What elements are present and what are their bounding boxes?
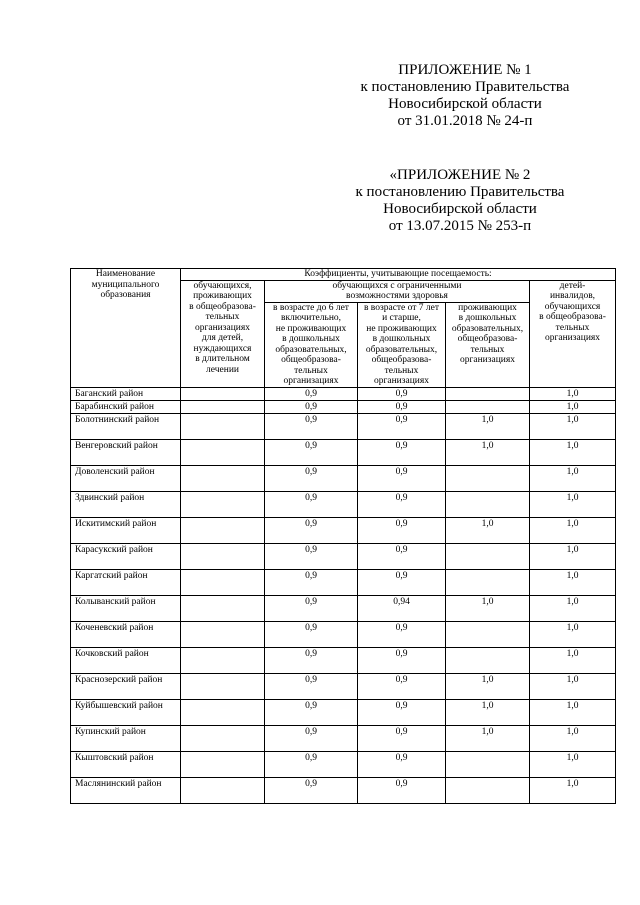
cell-under6: 0,9 (265, 387, 358, 400)
table-row (71, 543, 616, 569)
cell-living: 1,0 (446, 673, 530, 699)
header-long-term-treatment: обучающихся, проживающих в общеобразова- тельных организациях для детей, нуждающихся в длительном лечении (181, 280, 265, 387)
municipality-name: Каргатский район (71, 569, 181, 595)
appendix-2-title: «ПРИЛОЖЕНИЕ № 2 (389, 167, 531, 183)
municipality-name: Маслянинский район (71, 777, 181, 803)
cell-disabled: 1,0 (530, 595, 616, 621)
cell-under6: 0,9 (265, 777, 358, 803)
header-municipality: Наименование муниципального образования (71, 269, 181, 388)
cell-over7: 0,9 (358, 387, 446, 400)
cell-living (446, 777, 530, 803)
cell-disabled: 1,0 (530, 777, 616, 803)
table-row (71, 491, 616, 517)
municipality-name: Барабинский район (71, 400, 181, 413)
cell-disabled: 1,0 (530, 413, 616, 439)
appendix-2-line: Новосибирской области (383, 201, 537, 217)
table-row (71, 400, 616, 413)
municipality-name: Куйбышевский район (71, 699, 181, 725)
appendix-2-date: от 13.07.2015 № 253-п (388, 218, 532, 234)
municipality-name: Болотнинский район (71, 413, 181, 439)
cell-over7: 0,9 (358, 543, 446, 569)
table-row (71, 673, 616, 699)
cell-under6: 0,9 (265, 673, 358, 699)
cell-home (181, 413, 265, 439)
cell-over7: 0,9 (358, 517, 446, 543)
appendix-1-date: от 31.01.2018 № 24-п (397, 113, 533, 129)
cell-under6: 0,9 (265, 595, 358, 621)
header-over-7: в возрасте от 7 лет и старше, не проживающих в дошкольных образовательных, общеобразова- тельных организациях (358, 302, 446, 387)
cell-home (181, 543, 265, 569)
cell-over7: 0,9 (358, 439, 446, 465)
municipality-name: Кочковский район (71, 647, 181, 673)
cell-home (181, 465, 265, 491)
table-row (71, 569, 616, 595)
cell-disabled: 1,0 (530, 517, 616, 543)
cell-under6: 0,9 (265, 400, 358, 413)
cell-disabled: 1,0 (530, 569, 616, 595)
cell-living (446, 465, 530, 491)
appendix-1-header (350, 62, 580, 130)
cell-over7: 0,9 (358, 413, 446, 439)
table-row (71, 751, 616, 777)
cell-home (181, 491, 265, 517)
municipality-name: Доволенский район (71, 465, 181, 491)
cell-home (181, 647, 265, 673)
cell-living (446, 400, 530, 413)
cell-under6: 0,9 (265, 699, 358, 725)
cell-over7: 0,9 (358, 400, 446, 413)
cell-over7: 0,9 (358, 647, 446, 673)
cell-disabled: 1,0 (530, 621, 616, 647)
cell-living: 1,0 (446, 595, 530, 621)
cell-living: 1,0 (446, 699, 530, 725)
cell-over7: 0,9 (358, 777, 446, 803)
cell-home (181, 699, 265, 725)
cell-living: 1,0 (446, 413, 530, 439)
cell-living: 1,0 (446, 517, 530, 543)
header-disabled-children: детей- инвалидов, обучающихся в общеобразова- тельных организациях (530, 280, 616, 387)
municipality-name: Купинский район (71, 725, 181, 751)
header-living: проживающих в дошкольных образовательных, общеобразова- тельных организациях (446, 302, 530, 387)
cell-living: 1,0 (446, 725, 530, 751)
cell-home (181, 751, 265, 777)
cell-home (181, 595, 265, 621)
municipality-name: Карасукский район (71, 543, 181, 569)
appendix-2-header (340, 167, 580, 235)
table-row (71, 647, 616, 673)
cell-living: 1,0 (446, 439, 530, 465)
cell-under6: 0,9 (265, 517, 358, 543)
cell-over7: 0,9 (358, 621, 446, 647)
cell-living (446, 569, 530, 595)
cell-living (446, 621, 530, 647)
table-row (71, 517, 616, 543)
municipality-name: Искитимский район (71, 517, 181, 543)
table-row (71, 595, 616, 621)
municipality-name: Баганский район (71, 387, 181, 400)
cell-disabled: 1,0 (530, 647, 616, 673)
municipality-name: Коченевский район (71, 621, 181, 647)
table-row (71, 777, 616, 803)
table-row (71, 621, 616, 647)
cell-disabled: 1,0 (530, 699, 616, 725)
cell-under6: 0,9 (265, 569, 358, 595)
cell-home (181, 387, 265, 400)
cell-home (181, 777, 265, 803)
cell-over7: 0,94 (358, 595, 446, 621)
coefficients-table (70, 268, 616, 804)
cell-over7: 0,9 (358, 751, 446, 777)
header-disabilities: обучающихся с ограниченными возможностями здоровья (265, 280, 530, 302)
cell-disabled: 1,0 (530, 725, 616, 751)
cell-disabled: 1,0 (530, 751, 616, 777)
cell-disabled: 1,0 (530, 543, 616, 569)
cell-under6: 0,9 (265, 621, 358, 647)
cell-over7: 0,9 (358, 491, 446, 517)
cell-living (446, 491, 530, 517)
appendix-1-title: ПРИЛОЖЕНИЕ № 1 (398, 62, 532, 78)
table-row (71, 413, 616, 439)
cell-disabled: 1,0 (530, 491, 616, 517)
cell-living (446, 751, 530, 777)
appendix-2-line: к постановлению Правительства (355, 184, 565, 200)
table-row (71, 699, 616, 725)
cell-over7: 0,9 (358, 569, 446, 595)
cell-under6: 0,9 (265, 543, 358, 569)
header-coefficients: Коэффициенты, учитывающие посещаемость: (181, 269, 616, 281)
cell-under6: 0,9 (265, 647, 358, 673)
cell-disabled: 1,0 (530, 465, 616, 491)
cell-living (446, 647, 530, 673)
cell-over7: 0,9 (358, 725, 446, 751)
municipality-name: Венгеровский район (71, 439, 181, 465)
cell-over7: 0,9 (358, 465, 446, 491)
table-row (71, 439, 616, 465)
cell-over7: 0,9 (358, 673, 446, 699)
header-under-6: в возрасте до 6 лет включительно, не проживающих в дошкольных образовательных, общеобразова- тельных организациях (265, 302, 358, 387)
cell-under6: 0,9 (265, 491, 358, 517)
cell-under6: 0,9 (265, 439, 358, 465)
municipality-name: Краснозерский район (71, 673, 181, 699)
cell-disabled: 1,0 (530, 387, 616, 400)
cell-living (446, 543, 530, 569)
municipality-name: Здвинский район (71, 491, 181, 517)
cell-under6: 0,9 (265, 751, 358, 777)
cell-disabled: 1,0 (530, 673, 616, 699)
cell-disabled: 1,0 (530, 439, 616, 465)
cell-over7: 0,9 (358, 699, 446, 725)
cell-home (181, 725, 265, 751)
table-row (71, 465, 616, 491)
cell-home (181, 400, 265, 413)
appendix-1-line: Новосибирской области (388, 96, 542, 112)
cell-living (446, 387, 530, 400)
cell-home (181, 517, 265, 543)
cell-home (181, 439, 265, 465)
cell-under6: 0,9 (265, 413, 358, 439)
cell-home (181, 621, 265, 647)
cell-under6: 0,9 (265, 465, 358, 491)
cell-under6: 0,9 (265, 725, 358, 751)
table-row (71, 387, 616, 400)
cell-home (181, 673, 265, 699)
municipality-name: Кыштовский район (71, 751, 181, 777)
municipality-name: Колыванский район (71, 595, 181, 621)
table-row (71, 725, 616, 751)
cell-home (181, 569, 265, 595)
appendix-1-line: к постановлению Правительства (360, 79, 570, 95)
cell-disabled: 1,0 (530, 400, 616, 413)
